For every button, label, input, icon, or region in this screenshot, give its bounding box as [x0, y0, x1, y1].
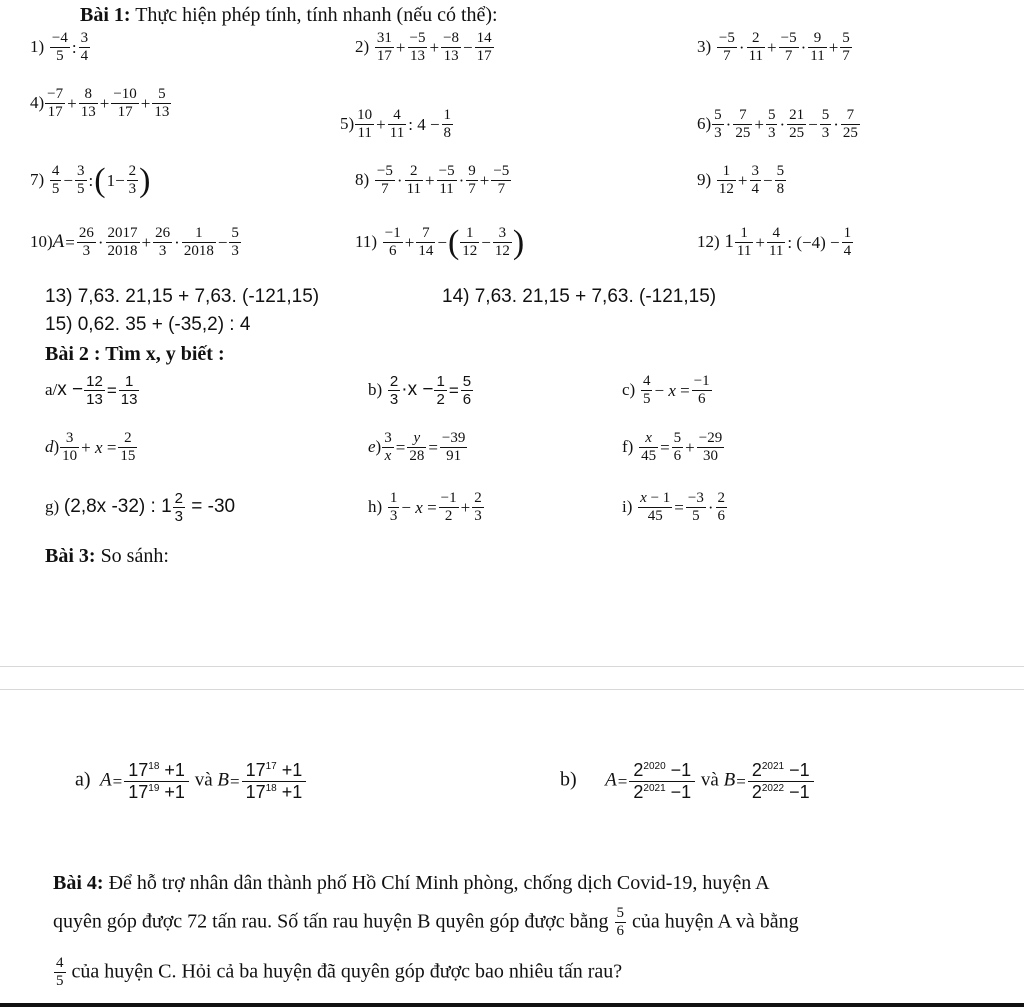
bai3-title: Bài 3: — [45, 545, 96, 567]
bai4-title: Bài 4: — [53, 872, 104, 894]
divider-bottom — [0, 689, 1024, 690]
problem-2g-tail: = -30 — [185, 496, 236, 518]
problem-3: 3) $\frac{-5}{7}$ · $\frac{2}{11}$ + $\frac{-5}{7}$ · $\frac{9}{11}$ + $\frac{5}{7}$ — [697, 30, 850, 65]
problem-2d: d) $\frac{3}{10}$ + x = $\frac{2}{15}$ — [45, 430, 136, 465]
problem-3a: a) A= $\frac{17^{18} +1}{17^{19} +1}$ và B= $\frac{17^{17} +1}{17^{18} +1}$ — [75, 760, 307, 802]
problem-7: 7) $\frac{4}{5}$ − $\frac{3}{5}$ :(1− $\frac{2}{3}$ ) — [30, 161, 151, 199]
problem-3b: b) A= $\frac{2^{2020} -1}{2^{2021} -1}$ và B= $\frac{2^{2021} -1}{2^{2022} -1}$ — [560, 760, 815, 802]
bai4-line2: quyên góp được 72 tấn rau. Số tấn rau huyện B quyên góp được bằng $\frac{5}{6}$ của huyện A và bằng — [53, 905, 799, 940]
bai4-text-2a: quyên góp được 72 tấn rau. Số tấn rau huyện B quyên góp được bằng — [53, 910, 609, 933]
problem-2e: e) $\frac{3}{x}$ = $\frac{y}{28}$ = $\frac{-39}{91}$ — [368, 430, 466, 465]
problem-2: 2) $\frac{31}{17}$ + $\frac{-5}{13}$ + $\frac{-8}{13}$ − $\frac{14}{17}$ — [355, 30, 492, 65]
problem-5: 5) $\frac{10}{11}$ + $\frac{4}{11}$ : 4 − $\frac{1}{8}$ — [340, 107, 452, 142]
problem-1: 1) $\frac{-4}{5}$ : $\frac{3}{4}$ — [30, 30, 89, 65]
bai4-text-3: của huyện C. Hỏi cả ba huyện đã quyên góp được bao nhiêu tấn rau? — [71, 960, 623, 983]
problem-2b: b) $\frac{2}{3}$ ·x − $\frac{1}{2}$ = $\frac{5}{6}$ — [368, 373, 472, 409]
bai3-heading — [45, 546, 169, 566]
bai1-desc: Thực hiện phép tính, tính nhanh (nếu có thể): — [135, 4, 498, 26]
problem-11: 11) $\frac{-1}{6}$ + $\frac{7}{14}$ −( $\frac{1}{12}$ − $\frac{3}{12}$ ) — [355, 223, 525, 261]
problem-2c: c) $\frac{4}{5}$ − x = $\frac{-1}{6}$ — [622, 373, 710, 408]
and-label-a: và — [194, 769, 213, 791]
problem-15: 15) 0,62. 35 + (-35,2) : 4 — [45, 314, 251, 335]
problem-2g-expr: (2,8x -32) : 1 — [63, 496, 172, 518]
bai4-line1 — [53, 873, 993, 893]
bai1-heading — [80, 5, 498, 25]
problem-13: 13) 7,63. 21,15 + 7,63. (-121,15) — [45, 286, 320, 307]
problem-2h: h) $\frac{1}{3}$ − x = $\frac{-1}{2}$ + $\frac{2}{3}$ — [368, 490, 482, 525]
and-label-b: và — [700, 769, 719, 791]
bai4-text-2b: của huyện A và bằng — [632, 910, 799, 933]
problem-6: 6) $\frac{5}{3}$ · $\frac{7}{25}$ + $\frac{5}{3}$ · $\frac{21}{25}$ − $\frac{5}{3}$ · $\frac{7}{25}$ — [697, 107, 858, 142]
bai4-text-1: Để hỗ trợ nhân dân thành phố Hồ Chí Minh phòng, chống dịch Covid-19, huyện A — [108, 872, 770, 894]
bottom-edge — [0, 1003, 1024, 1007]
problem-10: 10)A= $\frac{26}{3}$ · $\frac{2017}{2018}$ + $\frac{26}{3}$ · $\frac{1}{2018}$ − $\frac{5}{3}$ — [30, 225, 239, 260]
problem-12: 12) 1 $\frac{1}{11}$ + $\frac{4}{11}$ : (−4) − $\frac{1}{4}$ — [697, 225, 852, 260]
problem-2i: i) $\frac{x - 1}{45}$ = $\frac{-3}{5}$ · $\frac{2}{6}$ — [622, 490, 726, 525]
problem-8: 8) $\frac{-5}{7}$ · $\frac{2}{11}$ + $\frac{-5}{11}$ · $\frac{9}{7}$ + $\frac{-5}{7}$ — [355, 163, 510, 198]
problem-9: 9) $\frac{1}{12}$ + $\frac{3}{4}$ − $\frac{5}{8}$ — [697, 163, 785, 198]
problem-2f: f) $\frac{x}{45}$ = $\frac{5}{6}$ + $\frac{-29}{30}$ — [622, 430, 723, 465]
bai3-desc: So sánh: — [100, 545, 169, 567]
problem-2g: g) (2,8x -32) : 1 $\frac{2}{3}$ = -30 — [45, 490, 236, 526]
bai1-title: Bài 1: — [80, 4, 131, 26]
bai2-title: Bài 2 : Tìm x, y biết : — [45, 343, 225, 365]
divider-top — [0, 666, 1024, 667]
problem-14: 14) 7,63. 21,15 + 7,63. (-121,15) — [442, 286, 717, 307]
problem-4: 4) $\frac{-7}{17}$ + $\frac{8}{13}$ + $\frac{-10}{17}$ + $\frac{5}{13}$ — [30, 86, 170, 121]
problem-2a: a/x − $\frac{12}{13}$ = $\frac{1}{13}$ — [45, 373, 138, 409]
bai4-line3: $\frac{4}{5}$ của huyện C. Hỏi cả ba huyện đã quyên góp được bao nhiêu tấn rau? — [56, 955, 623, 990]
